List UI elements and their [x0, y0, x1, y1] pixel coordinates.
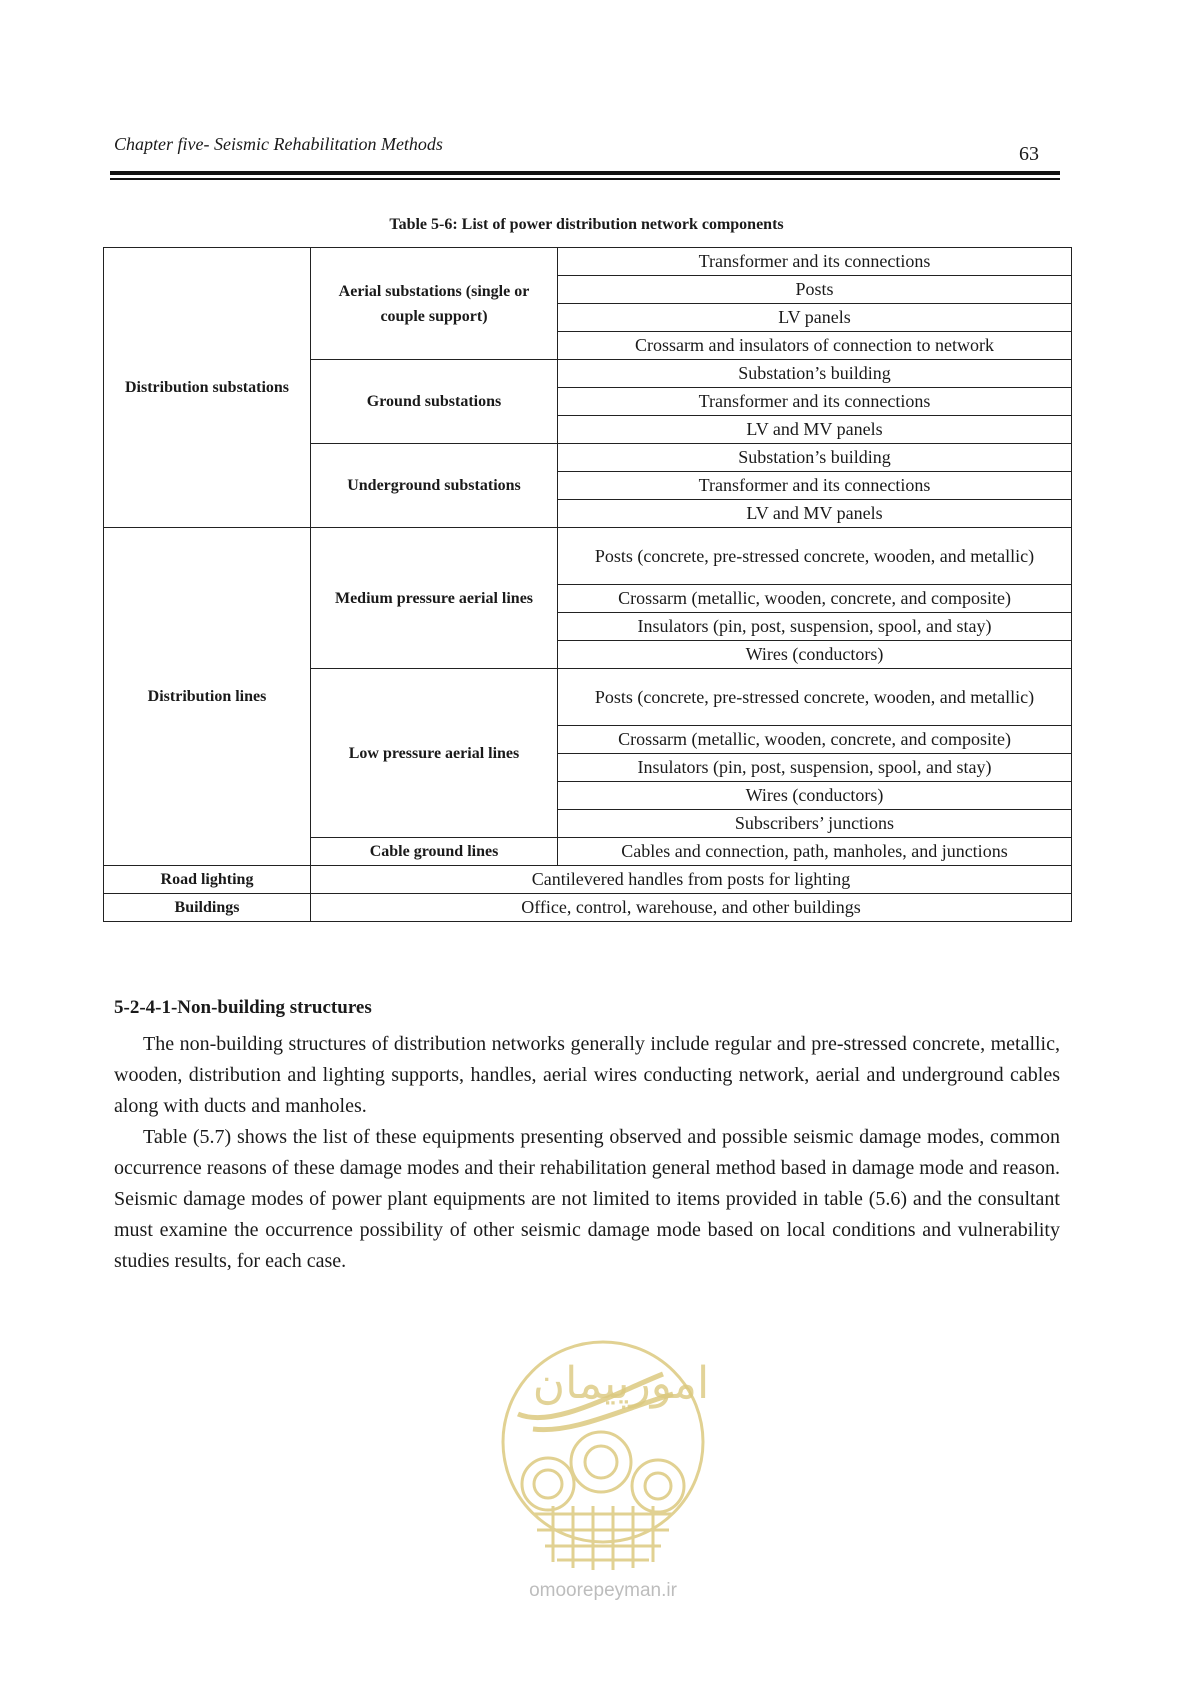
- component-item: Substation’s building: [558, 444, 1072, 472]
- page-number: 63: [1019, 143, 1039, 165]
- component-item: Substation’s building: [558, 360, 1072, 388]
- component-item: Transformer and its connections: [558, 388, 1072, 416]
- subgroup-aerial-substations: Aerial substations (single or couple support): [311, 248, 558, 360]
- group-road-lighting: Road lighting: [104, 866, 311, 894]
- header-rule-thick: [110, 171, 1060, 175]
- subgroup-cable-ground-lines: Cable ground lines: [311, 838, 558, 866]
- group-distribution-lines: Distribution lines: [104, 528, 311, 866]
- subgroup-underground-substations: Underground substations: [311, 444, 558, 528]
- chapter-title: Chapter five- Seismic Rehabilitation Methods: [114, 134, 443, 154]
- watermark-url: omoorepeyman.ir: [529, 1580, 677, 1601]
- section-heading: 5-2-4-1-Non-building structures: [114, 997, 372, 1018]
- subgroup-medium-pressure-aerial-lines: Medium pressure aerial lines: [311, 528, 558, 669]
- component-item: Subscribers’ junctions: [558, 810, 1072, 838]
- component-item: Crossarm (metallic, wooden, concrete, and composite): [558, 585, 1072, 613]
- component-item: Posts (concrete, pre-stressed concrete, wooden, and metallic): [558, 669, 1072, 726]
- watermark-logo-text: امورپیمان: [532, 1359, 710, 1408]
- group-buildings: Buildings: [104, 894, 311, 922]
- component-item: LV and MV panels: [558, 416, 1072, 444]
- table-row: [104, 248, 1072, 276]
- body-paragraph: Table (5.7) shows the list of these equipments presenting observed and possible seismic damage modes, common occurrence reasons of these damage modes and their rehabilitation general method based in damage mode and reason. Seismic damage modes of power plant equipments are not limited to items provided in table (5.6) and the consultant must examine the occurrence possibility of other seismic damage mode based on local conditions and vulnerability studies results, for each case.: [114, 1126, 1060, 1272]
- table-row: [104, 528, 1072, 585]
- component-item: Transformer and its connections: [558, 248, 1072, 276]
- table-row: [104, 894, 1072, 922]
- component-item: Posts (concrete, pre-stressed concrete, wooden, and metallic): [558, 528, 1072, 585]
- group-distribution-substations: Distribution substations: [104, 248, 311, 528]
- components-table: [103, 247, 1072, 922]
- component-item: Wires (conductors): [558, 641, 1072, 669]
- component-item: Posts: [558, 276, 1072, 304]
- component-item: Cantilevered handles from posts for lighting: [311, 866, 1072, 894]
- table-row: [104, 866, 1072, 894]
- component-item: LV panels: [558, 304, 1072, 332]
- component-item: Transformer and its connections: [558, 472, 1072, 500]
- component-item: Crossarm and insulators of connection to network: [558, 332, 1072, 360]
- component-item: Insulators (pin, post, suspension, spool, and stay): [558, 613, 1072, 641]
- component-item: Cables and connection, path, manholes, and junctions: [558, 838, 1072, 866]
- component-item: Wires (conductors): [558, 782, 1072, 810]
- body-paragraph: The non-building structures of distribution networks generally include regular and pre-stressed concrete, metallic, wooden, distribution and lighting supports, handles, aerial wires conducting network, aerial and underground cables along with ducts and manholes.: [114, 1033, 1060, 1117]
- subgroup-low-pressure-aerial-lines: Low pressure aerial lines: [311, 669, 558, 838]
- component-item: Crossarm (metallic, wooden, concrete, and composite): [558, 726, 1072, 754]
- component-item: Insulators (pin, post, suspension, spool, and stay): [558, 754, 1072, 782]
- component-item: Office, control, warehouse, and other buildings: [311, 894, 1072, 922]
- subgroup-ground-substations: Ground substations: [311, 360, 558, 444]
- header-rule-thin: [110, 178, 1060, 180]
- table-caption: Table 5-6: List of power distribution network components: [389, 216, 784, 233]
- component-item: LV and MV panels: [558, 500, 1072, 528]
- omoorepeyman-seal-icon: [493, 1334, 715, 1604]
- watermark: [493, 1334, 715, 1604]
